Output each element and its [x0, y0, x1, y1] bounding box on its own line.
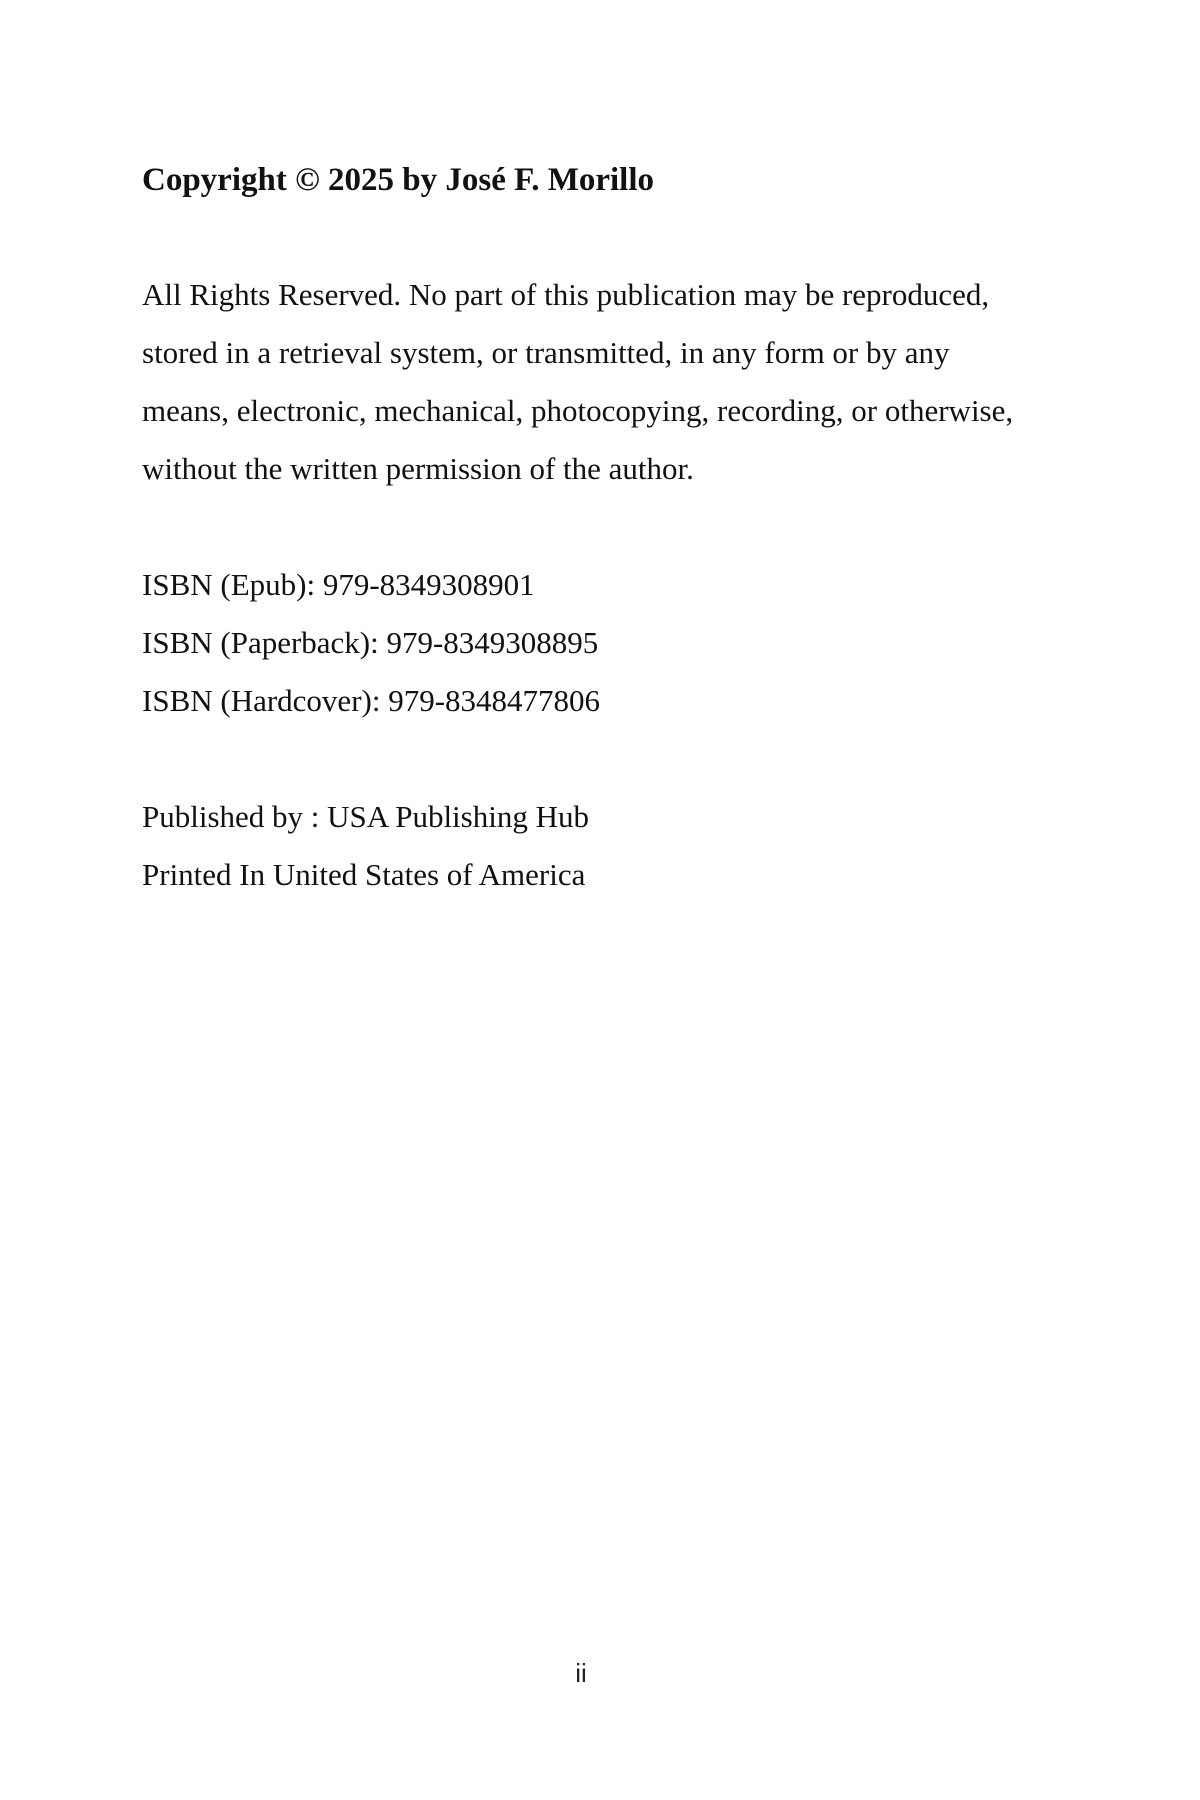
published-by: Published by : USA Publishing Hub — [142, 799, 589, 834]
rights-line: without the written permission of the author. — [142, 451, 694, 486]
copyright-heading: Copyright © 2025 by José F. Morillo — [142, 162, 655, 198]
isbn-list — [142, 556, 1062, 730]
page-number: ii — [575, 1658, 587, 1688]
publisher-info — [142, 788, 1062, 904]
isbn-hardcover: ISBN (Hardcover): 979-8348477806 — [142, 683, 601, 718]
isbn-paperback: ISBN (Paperback): 979-8349308895 — [142, 625, 599, 660]
rights-line: means, electronic, mechanical, photocopying, recording, or otherwise, — [142, 393, 1014, 428]
printed-in: Printed In United States of America — [142, 857, 586, 892]
rights-notice — [142, 266, 1062, 498]
rights-line: stored in a retrieval system, or transmitted, in any form or by any — [142, 335, 950, 370]
rights-line: All Rights Reserved. No part of this publication may be reproduced, — [142, 277, 990, 312]
isbn-epub: ISBN (Epub): 979-8349308901 — [142, 567, 535, 602]
page-content — [142, 150, 1062, 904]
